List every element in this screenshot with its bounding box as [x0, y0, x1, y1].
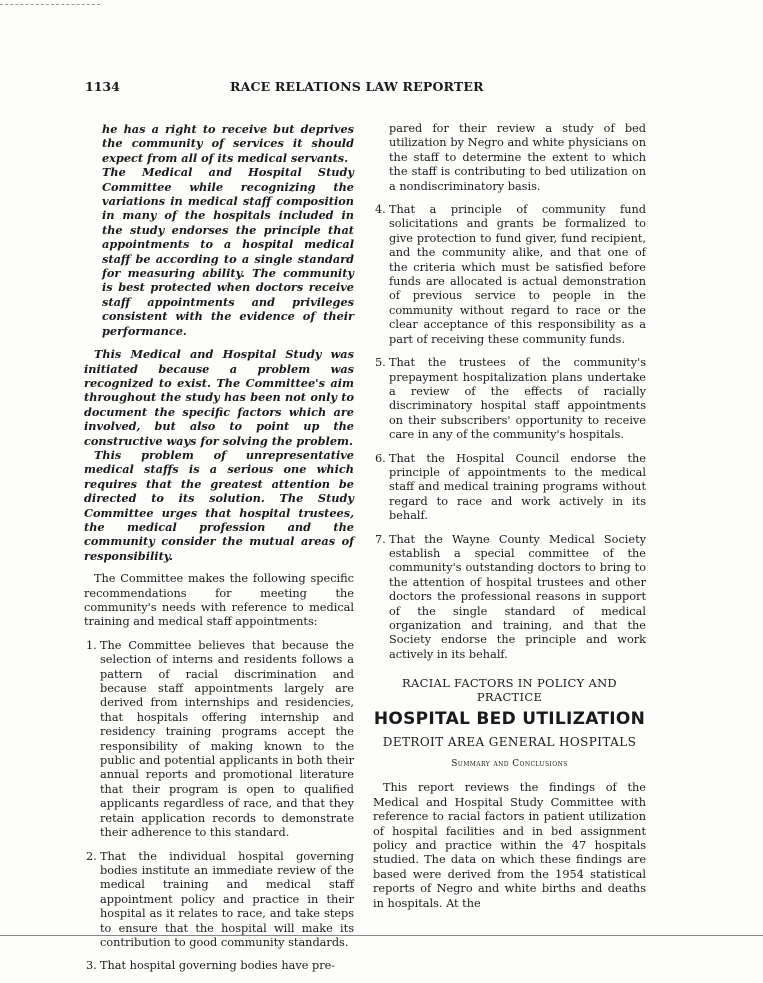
- list-item-text: That the Hospital Council endorse the principle of appointments to the medical staff and medical training programs without regard to race and work actively in its behalf.: [389, 451, 646, 523]
- page-number: 1134: [85, 79, 120, 94]
- italic-paragraph: This Medical and Hospital Study was initiated because a problem was recognized to exist. The Committee's aim throughout the study has been not only to document the specific factors which are involved, but also to point up the constructive ways for solving the problem.: [84, 347, 354, 448]
- report-paragraph: This report reviews the findings of the Medical and Hospital Study Committee with reference to racial factors in patient utilization of hospital facilities and in bed assignment policy and practice within the 47 hospitals studied. The data on which these findings are based were derived from the 1954 statistical reports of Negro and white births and deaths in hospitals. At the: [373, 781, 646, 910]
- section-heading: RACIAL FACTORS IN POLICY AND PRACTICE: [402, 676, 617, 705]
- recommendations-list: [84, 639, 354, 974]
- list-item-number: 7.: [375, 532, 386, 546]
- bottom-rule: [0, 935, 763, 936]
- list-item-text: That the trustees of the community's prepayment hospitalization plans undertake a review of the effects of racially discriminatory hospital staff appointments on their subscribers' opportunity to receive care in any of the community's hospitals.: [389, 356, 646, 442]
- running-head: RACE RELATIONS LAW REPORTER: [230, 79, 484, 94]
- right-column: [373, 122, 646, 920]
- top-edge-mark: [0, 4, 100, 5]
- list-item-number: 4.: [375, 203, 386, 217]
- quoted-paragraph: he has a right to receive but deprives the community of services it should expect from all of its medical servants.: [102, 122, 354, 165]
- recommendations-list-continued: [373, 203, 646, 662]
- continuation-paragraph: pared for their review a study of bed utilization by Negro and white physicians on the staff to determine the extent to which the staff is contributing to bed utilization on a nondiscriminatory basis.: [389, 122, 646, 193]
- list-item-text: That the individual hospital governing bodies institute an immediate review of the medical training and medical staff appointment policy and practice in their hospital as it relates to race, and take steps to ensure that the hospital will make its contribution to good community standards.: [100, 849, 354, 949]
- list-item-text: That the Wayne County Medical Society establish a special committee of the community's outstanding doctors to bring to the attention of hospital trustees and other doctors the professional reasons in support of the single standard of medical organization and training, and that the Society endorse the principle and work actively in its behalf.: [389, 532, 646, 661]
- list-item-text: That hospital governing bodies have pre-: [100, 959, 336, 973]
- section-title: HOSPITAL BED UTILIZATION: [373, 709, 646, 730]
- list-item: [373, 203, 646, 347]
- list-item: [84, 639, 354, 841]
- italic-paragraph: This problem of unrepresentative medical staffs is a serious one which requires that the greatest attention be directed to its solution. The Study Committee urges that hospital trustees, the medical profession and the community consider the mutual areas of responsibility.: [84, 447, 354, 563]
- list-item-text: The Committee believes that because the selection of interns and residents follows a pattern of racial discrimination and because staff appointments largely are derived from internships and residencies, that hospitals offering internship and residency training programs accept the responsibility of making known to the public and potential applicants in both their annual reports and promotional literature that their program is open to qualified applicants regardless of race, and that they retain application records to demonstrate their adherence to this standard.: [100, 638, 354, 840]
- left-column: [84, 122, 354, 983]
- quoted-paragraph: The Medical and Hospital Study Committee while recognizing the variations in medical staff composition in many of the hospitals included in the study endorses the principle that appointments to a hospital medical staff be according to a single standard for measuring ability. The community is best protected when doctors receive staff appointments and privileges consistent with the evidence of their performance.: [102, 165, 354, 338]
- list-item-number: 6.: [375, 451, 386, 465]
- list-item-number: 5.: [375, 356, 386, 370]
- list-item: [84, 959, 354, 973]
- list-item: [373, 533, 646, 663]
- quoted-block: [84, 122, 354, 338]
- list-item-text: That a principle of community fund solicitations and grants be formalized to give protection to fund giver, fund recipient, and the community alike, and that one of the criteria which must be satisfied before funds are allocated is actual demonstration of previous service to people in the community without regard to race or the clear acceptance of this responsibility as a part of receiving these community funds.: [389, 203, 646, 346]
- list-item-number: 1.: [86, 638, 97, 652]
- section-subtitle: DETROIT AREA GENERAL HOSPITALS: [382, 734, 637, 749]
- list-item: [373, 452, 646, 524]
- list-item-number: 2.: [86, 849, 97, 863]
- list-item: [373, 356, 646, 442]
- recommendations-intro: The Committee makes the following specific recommendations for meeting the community's needs with reference to medical training and medical staff appointments:: [84, 572, 354, 629]
- list-item-number: 3.: [86, 959, 97, 973]
- summary-heading: Summary and Conclusions: [451, 759, 568, 770]
